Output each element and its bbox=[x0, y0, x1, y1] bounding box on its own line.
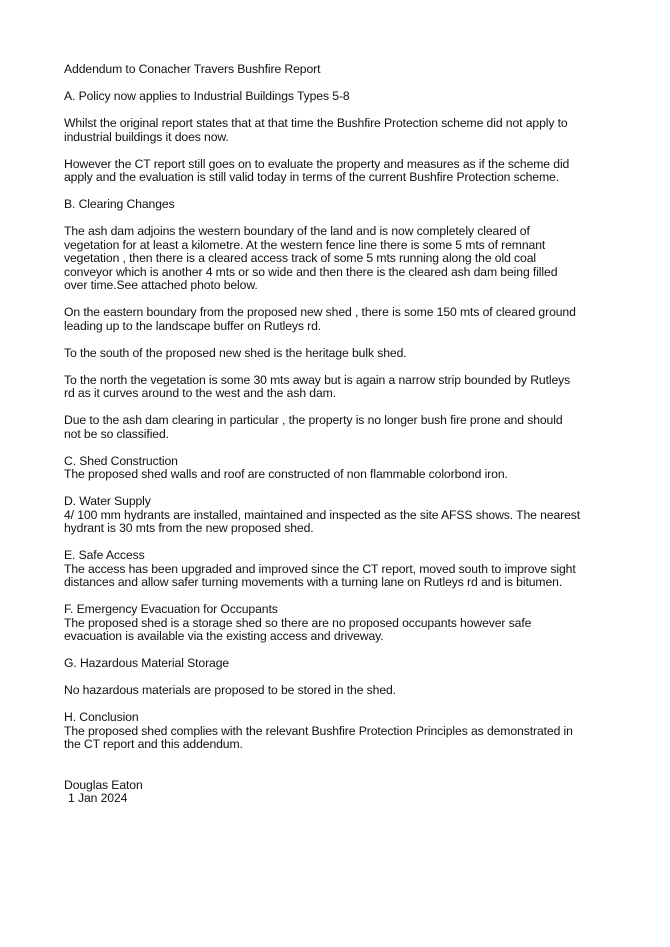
section-a-heading: A. Policy now applies to Industrial Buildings Types 5-8 bbox=[64, 89, 350, 103]
text-line: leading up to the landscape buffer on Rutleys rd. bbox=[64, 318, 322, 333]
signature-date: 1 Jan 2024 bbox=[68, 791, 128, 805]
section-b-paragraph-2 bbox=[64, 306, 624, 333]
text-line: 4/ 100 mm hydrants are installed, maintained and inspected as the site AFSS shows. The nearest bbox=[64, 507, 581, 522]
text-line: To the south of the proposed new shed is the heritage bulk shed. bbox=[64, 345, 407, 360]
section-b-paragraph-1 bbox=[64, 225, 624, 293]
section-e bbox=[64, 549, 624, 590]
section-b-heading: B. Clearing Changes bbox=[64, 197, 175, 211]
text-line: evacuation is available via the existing access and driveway. bbox=[64, 629, 384, 643]
section-b-paragraph-4 bbox=[64, 374, 624, 401]
signature-name: Douglas Eaton bbox=[64, 777, 143, 792]
section-f bbox=[64, 603, 624, 644]
section-a-paragraph-2 bbox=[64, 158, 624, 185]
text-line: On the eastern boundary from the proposed new shed , there is some 150 mts of cleared ground bbox=[64, 305, 576, 319]
text-line: hydrant is 30 mts from the new proposed shed. bbox=[64, 521, 314, 535]
text-line: distances and allow safer turning movements with a turning lane on Rutleys rd and is bitumen. bbox=[64, 575, 563, 589]
text-line: To the north the vegetation is some 30 mts away but is again a narrow strip bounded by Rutleys bbox=[64, 372, 571, 387]
text-line: vegetation for at least a kilometre. At the western fence line there is some 5 mts of remnant bbox=[64, 237, 546, 252]
section-d bbox=[64, 495, 624, 536]
section-f-heading: F. Emergency Evacuation for Occupants bbox=[64, 602, 278, 616]
section-c-heading: C. Shed Construction bbox=[64, 453, 178, 468]
section-e-heading: E. Safe Access bbox=[64, 548, 145, 562]
text-line: The proposed shed is a storage shed so there are no proposed occupants however safe bbox=[64, 615, 532, 630]
text-line: over time.See attached photo below. bbox=[64, 278, 258, 292]
section-b-paragraph-5 bbox=[64, 414, 624, 441]
text-line: The proposed shed walls and roof are constructed of non flammable colorbond iron. bbox=[64, 467, 508, 481]
text-line: rd as it curves around to the west and the ash dam. bbox=[64, 386, 336, 400]
section-g-heading: G. Hazardous Material Storage bbox=[64, 656, 230, 670]
section-h bbox=[64, 711, 624, 752]
section-b-paragraph-3 bbox=[64, 347, 624, 361]
text-line: the CT report and this addendum. bbox=[64, 737, 243, 751]
section-c bbox=[64, 455, 624, 482]
text-line: conveyor which is another 4 mts or so wide and then there is the cleared ash dam being filled bbox=[64, 264, 558, 279]
document-title: Addendum to Conacher Travers Bushfire Report bbox=[64, 62, 321, 76]
text-line: industrial buildings it does now. bbox=[64, 129, 229, 144]
text-line: Due to the ash dam clearing in particular , the property is no longer bush fire prone and should bbox=[64, 413, 563, 427]
text-line: No hazardous materials are proposed to be stored in the shed. bbox=[64, 683, 396, 697]
section-h-heading: H. Conclusion bbox=[64, 710, 139, 724]
signature-block bbox=[64, 779, 624, 806]
text-line: The ash dam adjoins the western boundary of the land and is now completely cleared of bbox=[64, 224, 530, 238]
section-d-heading: D. Water Supply bbox=[64, 494, 151, 508]
text-line: However the CT report still goes on to evaluate the property and measures as if the scheme did bbox=[64, 156, 570, 171]
text-line: The proposed shed complies with the relevant Bushfire Protection Principles as demonstrated in bbox=[64, 723, 573, 738]
text-line: not be so classified. bbox=[64, 426, 169, 441]
document-page bbox=[64, 63, 624, 806]
text-line: apply and the evaluation is still valid today in terms of the current Bushfire Protection scheme. bbox=[64, 170, 559, 184]
text-line: The access has been upgraded and improved since the CT report, moved south to improve sight bbox=[64, 561, 576, 576]
text-line: Whilst the original report states that at that time the Bushfire Protection scheme did not apply to bbox=[64, 116, 568, 130]
section-a-paragraph-1 bbox=[64, 117, 624, 144]
text-line: vegetation , then there is a cleared access track of some 5 mts running along the old coal bbox=[64, 251, 537, 265]
